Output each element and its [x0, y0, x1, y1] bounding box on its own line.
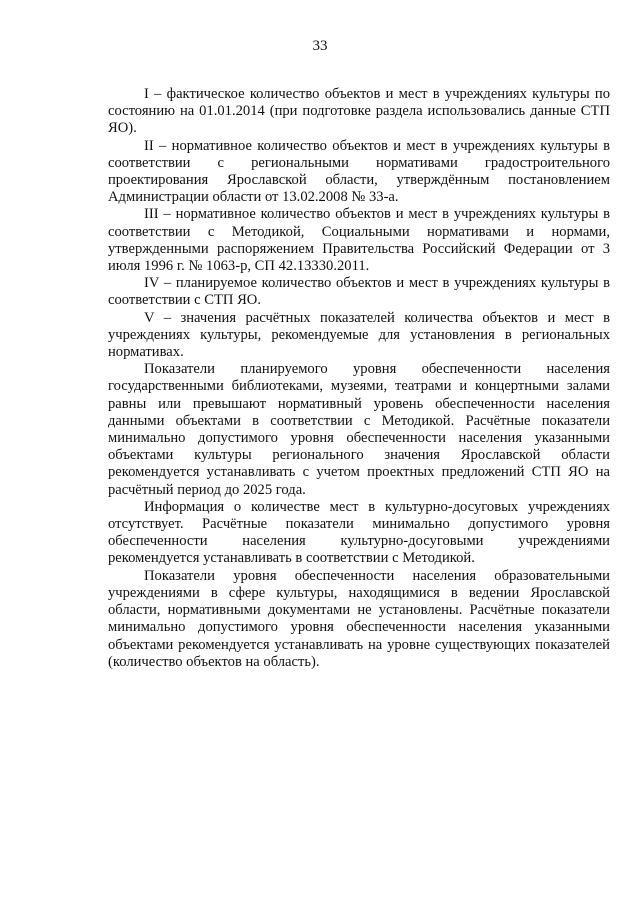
paragraph-legend-v: V – значения расчётных показателей количества объектов и мест в учреждениях культуры, рекомендуемые для установления в региональных нормативах. — [108, 309, 610, 361]
paragraph-legend-iii: III – нормативное количество объектов и мест в учреждениях культуры в соответствии с Методикой, Социальными нормативами и нормами, утвержденными распоряжением Правительства Российский Федерации от 3 июля 1996 г. № 1063-р, СП 42.13330.2011. — [108, 206, 610, 275]
page-number: 33 — [312, 38, 328, 54]
paragraph-planned-level: Показатели планируемого уровня обеспеченности населения государственными библиотеками, музеями, театрами и концертными залами равны или превышают нормативный уровень обеспеченности населения данными объектами в соответствии с Методикой. Расчётные показатели минимально допустимого уровня обеспеченности населения указанными объектами культуры регионального значения Ярославской области рекомендуется устанавливать с учетом проектных предложений СТП ЯО на расчётный период до 2025 года. — [108, 361, 610, 498]
document-body — [108, 86, 610, 671]
paragraph-legend-i: I – фактическое количество объектов и мест в учреждениях культуры по состоянию на 01.01.2014 (при подготовке раздела использовались данные СТП ЯО). — [108, 86, 610, 137]
paragraph-cultural-leisure: Информация о количестве мест в культурно-досуговых учреждениях отсутствует. Расчётные показатели минимально допустимого уровня обеспеченности населения культурно-досуговыми учреждениями рекомендуется устанавливать в соответствии с Методикой. — [108, 498, 610, 567]
paragraph-legend-ii: II – нормативное количество объектов и мест в учреждениях культуры в соответствии с региональными нормативами градостроительного проектирования Ярославской области, утверждённым постановлением Администрации области от 13.02.2008 № 33-а. — [108, 137, 610, 206]
paragraph-educational-institutions: Показатели уровня обеспеченности населения образовательными учреждениями в сфере культуры, находящимися в ведении Ярославской области, нормативными документами не установлены. Расчётные показатели минимально допустимого уровня обеспеченности населения указанными объектами рекомендуется устанавливать на уровне существующих показателей (количество объектов на область). — [108, 567, 610, 670]
paragraph-legend-iv: IV – планируемое количество объектов и мест в учреждениях культуры в соответствии с СТП ЯО. — [108, 275, 610, 309]
